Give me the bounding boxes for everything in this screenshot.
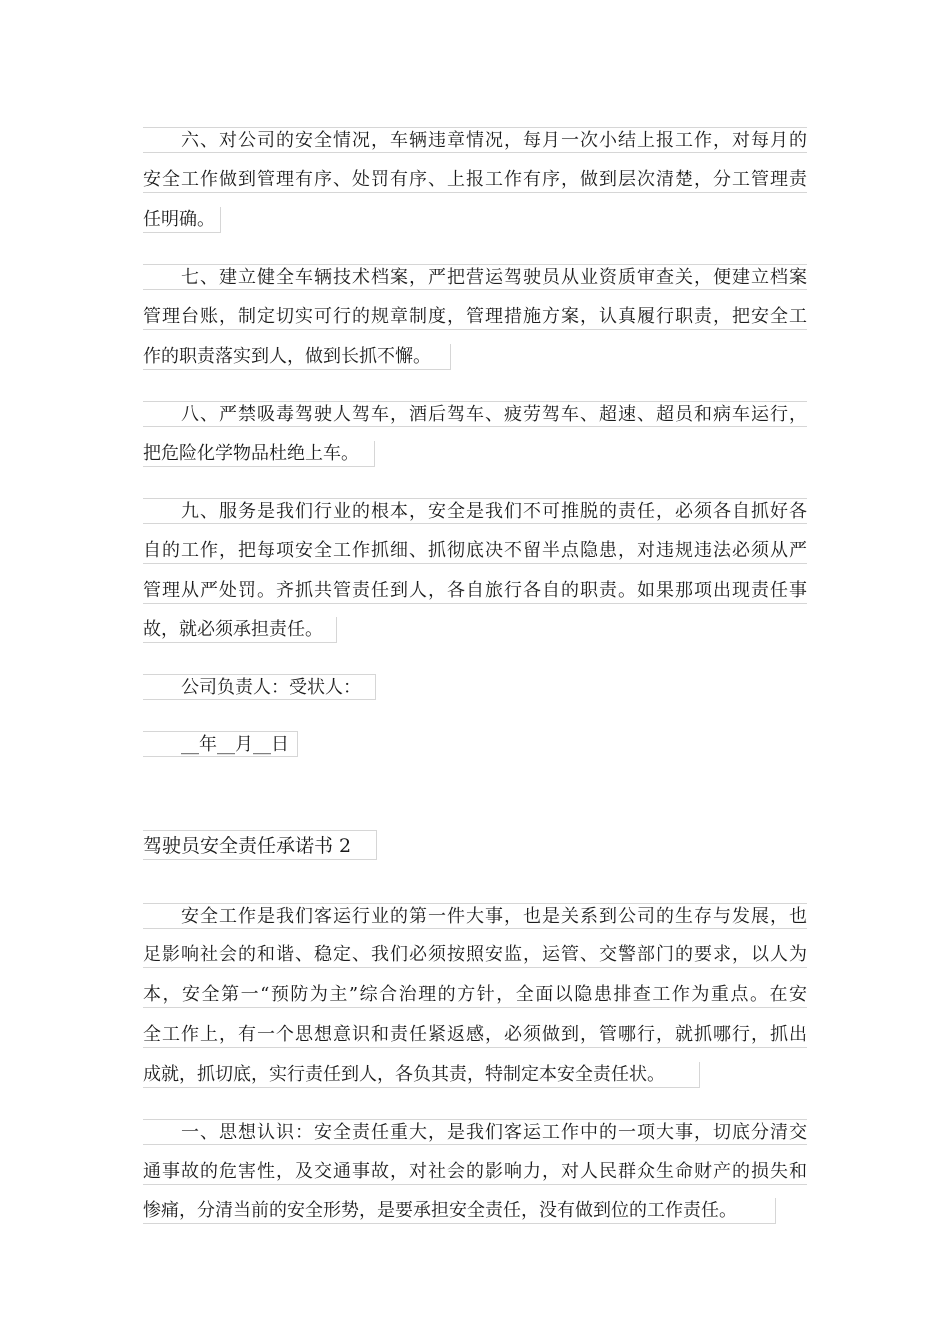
intro-line-4: 全工作上，有一个思想意识和责任紧返感，必须做到，管哪行，就抓哪行，抓出 <box>143 1022 807 1048</box>
intro-line-1: 安全工作是我们客运行业的第一件大事，也是关系到公司的生存与发展，也 <box>143 903 807 929</box>
section-title: 驾驶员安全责任承诺书 2 <box>143 830 377 860</box>
paragraph-7-line-2: 管理台账，制定切实可行的规章制度，管理措施方案，认真履行职责，把安全工 <box>143 304 807 330</box>
intro-line-2: 足影响社会的和谐、稳定、我们必须按照安监，运管、交警部门的要求，以人为 <box>143 942 807 968</box>
paragraph-8-line-2: 把危险化学物品杜绝上车。 <box>143 441 375 467</box>
paragraph-9-line-3: 管理从严处罚。齐抓共管责任到人，各自旅行各自的职责。如果那项出现责任事 <box>143 578 807 604</box>
paragraph-9-line-2: 自的工作，把每项安全工作抓细、抓彻底决不留半点隐患，对违规违法必须从严 <box>143 538 807 564</box>
section-1-line-3: 惨痛，分清当前的安全形势，是要承担安全责任，没有做到位的工作责任。 <box>143 1198 776 1224</box>
signers-line: 公司负责人：受状人： <box>143 674 376 700</box>
section-1-line-2: 通事故的危害性，及交通事故，对社会的影响力，对人民群众生命财产的损失和 <box>143 1159 807 1185</box>
paragraph-7-line-3: 作的职责落实到人，做到长抓不懈。 <box>143 344 451 370</box>
paragraph-9-line-1: 九、服务是我们行业的根本，安全是我们不可推脱的责任，必须各自抓好各 <box>143 498 807 524</box>
date-line: __年__月__日 <box>143 731 298 757</box>
paragraph-7-line-1: 七、建立健全车辆技术档案，严把营运驾驶员从业资质审查关，便建立档案 <box>143 264 807 290</box>
intro-line-5: 成就，抓切底，实行责任到人，各负其责，特制定本安全责任状。 <box>143 1062 700 1088</box>
paragraph-9-line-4: 故，就必须承担责任。 <box>143 617 337 643</box>
section-1-line-1: 一、思想认识：安全责任重大，是我们客运工作中的一项大事，切底分清交 <box>143 1119 807 1145</box>
paragraph-6-line-2: 安全工作做到管理有序、处罚有序、上报工作有序，做到层次清楚，分工管理责 <box>143 167 807 193</box>
paragraph-8-line-1: 八、严禁吸毒驾驶人驾车，酒后驾车、疲劳驾车、超速、超员和病车运行， <box>143 401 807 427</box>
intro-line-3: 本，安全第一“预防为主”综合治理的方针，全面以隐患排查工作为重点。在安 <box>143 982 807 1008</box>
paragraph-6-line-3: 任明确。 <box>143 207 221 233</box>
paragraph-6-line-1: 六、对公司的安全情况，车辆违章情况，每月一次小结上报工作，对每月的 <box>143 127 807 153</box>
